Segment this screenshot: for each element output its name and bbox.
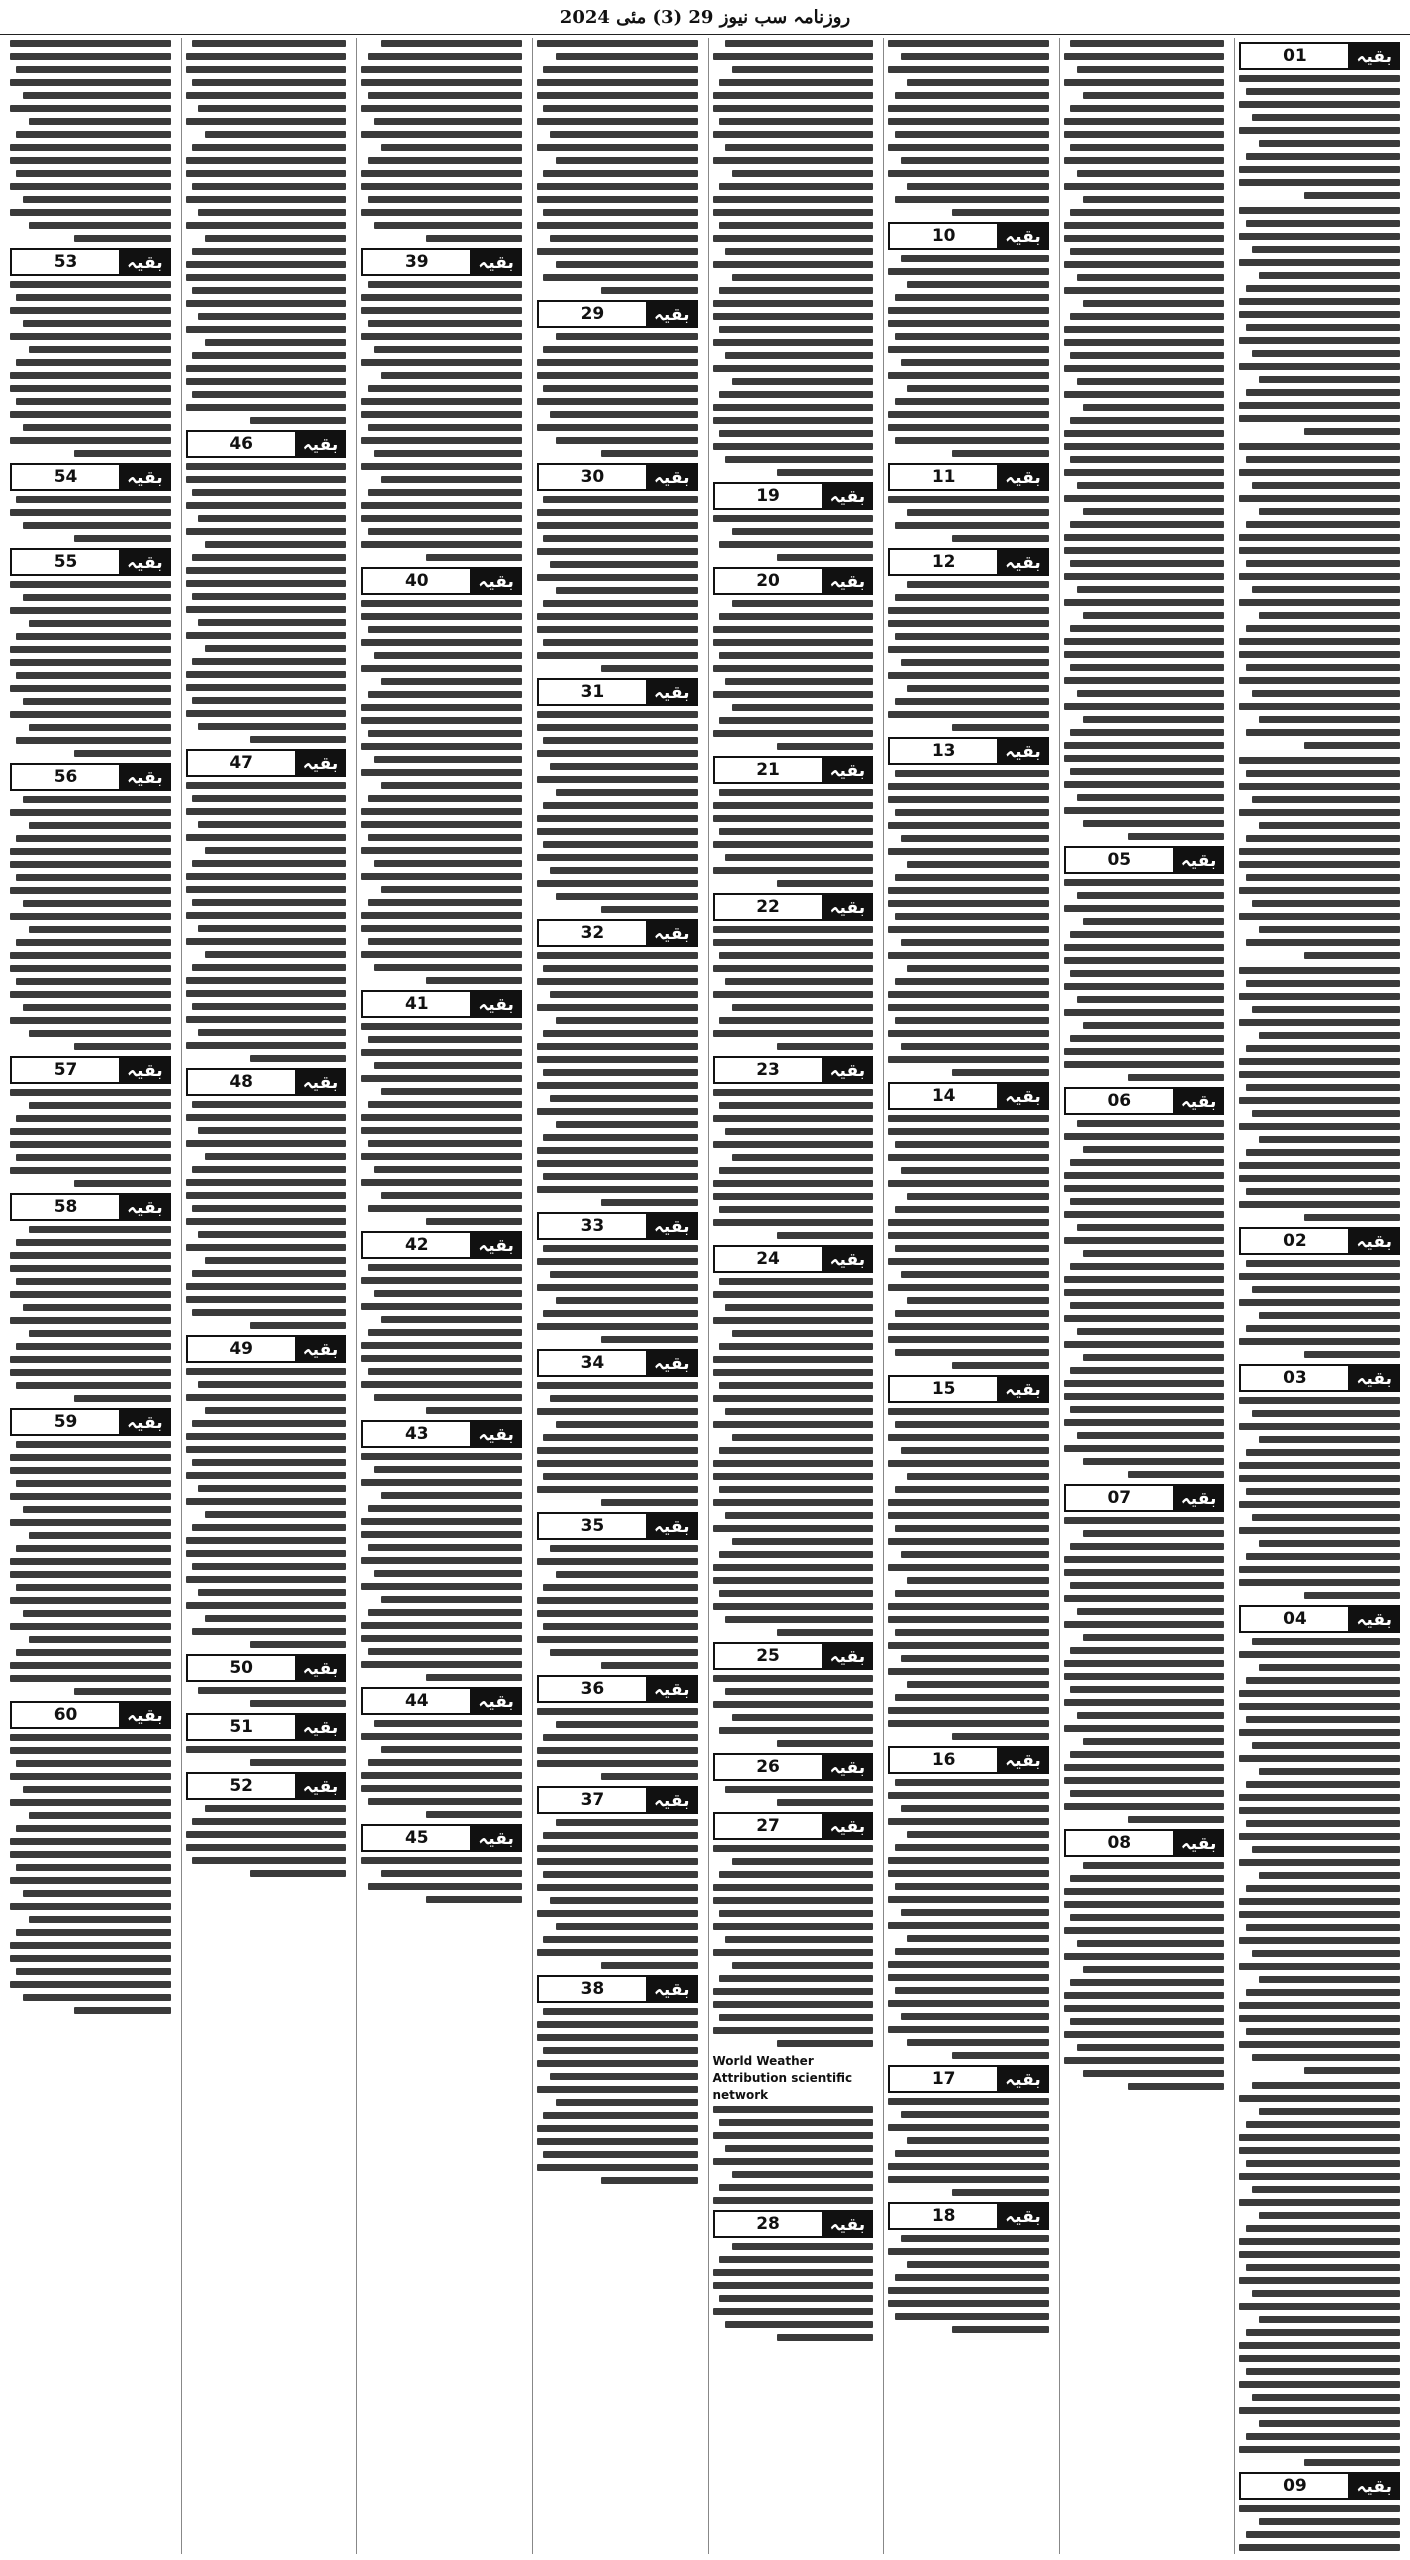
continuation-number: 59: [10, 1408, 119, 1436]
continuation-tag: [888, 548, 1049, 576]
continuation-word: بقیہ: [646, 1675, 698, 1703]
news-column: [181, 38, 351, 2554]
continuation-word: بقیہ: [295, 1654, 347, 1682]
continuation-word: بقیہ: [822, 756, 874, 784]
article-text: [537, 38, 698, 296]
continuation-number: 35: [537, 1512, 646, 1540]
article-text: [10, 1439, 171, 1697]
continuation-number: 05: [1064, 846, 1173, 874]
article-text: [361, 279, 522, 563]
continuation-number: 50: [186, 1654, 295, 1682]
continuation-tag: [361, 567, 522, 595]
continuation-word: بقیہ: [295, 430, 347, 458]
continuation-number: 15: [888, 1375, 997, 1403]
continuation-tag: [186, 430, 347, 458]
continuation-word: بقیہ: [119, 248, 171, 276]
article-text: [361, 1855, 522, 1905]
continuation-number: 32: [537, 919, 646, 947]
continuation-word: بقیہ: [1173, 1829, 1225, 1857]
continuation-word: بقیہ: [295, 1772, 347, 1800]
continuation-tag: [537, 1349, 698, 1377]
news-column: [532, 38, 702, 2554]
continuation-word: بقیہ: [470, 1231, 522, 1259]
continuation-number: 26: [713, 1753, 822, 1781]
article-text: [10, 579, 171, 759]
article-text: [361, 1021, 522, 1227]
article-text: [186, 38, 347, 426]
article-text: [10, 1087, 171, 1189]
continuation-word: بقیہ: [822, 1812, 874, 1840]
article-text: [10, 38, 171, 244]
continuation-word: بقیہ: [646, 1975, 698, 2003]
continuation-number: 36: [537, 1675, 646, 1703]
continuation-word: بقیہ: [822, 1642, 874, 1670]
continuation-number: 02: [1239, 1227, 1348, 1255]
continuation-number: 30: [537, 463, 646, 491]
continuation-number: 53: [10, 248, 119, 276]
continuation-word: بقیہ: [822, 1245, 874, 1273]
continuation-number: 31: [537, 678, 646, 706]
article-text: [537, 1380, 698, 1508]
article-text: [537, 709, 698, 915]
continuation-tag: [186, 1713, 347, 1741]
continuation-tag: [888, 1375, 1049, 1403]
article-text: [1064, 1860, 1225, 2092]
news-column: [1059, 38, 1229, 2554]
continuation-word: بقیہ: [997, 548, 1049, 576]
continuation-word: بقیہ: [295, 1713, 347, 1741]
continuation-word: بقیہ: [295, 749, 347, 777]
continuation-tag: [186, 1068, 347, 1096]
continuation-word: بقیہ: [470, 1420, 522, 1448]
article-text: [10, 794, 171, 1052]
continuation-number: 56: [10, 763, 119, 791]
continuation-number: 60: [10, 1701, 119, 1729]
article-text: [713, 2241, 874, 2343]
article-text: [1239, 1258, 1400, 1360]
continuation-word: بقیہ: [646, 463, 698, 491]
article-text: [888, 2096, 1049, 2198]
continuation-number: 33: [537, 1212, 646, 1240]
article-text: [537, 1817, 698, 1971]
continuation-tag: [713, 1245, 874, 1273]
continuation-number: 07: [1064, 1484, 1173, 1512]
continuation-tag: [10, 1408, 171, 1436]
continuation-word: بقیہ: [646, 300, 698, 328]
continuation-word: بقیہ: [470, 248, 522, 276]
article-text: [1239, 755, 1400, 961]
continuation-tag: [186, 749, 347, 777]
continuation-number: 25: [713, 1642, 822, 1670]
continuation-tag: [10, 548, 171, 576]
continuation-number: 19: [713, 482, 822, 510]
article-text: [537, 950, 698, 1208]
article-text: [1239, 205, 1400, 437]
continuation-word: بقیہ: [295, 1335, 347, 1363]
article-text: [1064, 38, 1225, 842]
article-text: [888, 1113, 1049, 1371]
continuation-word: بقیہ: [822, 1056, 874, 1084]
continuation-number: 42: [361, 1231, 470, 1259]
article-text: [888, 579, 1049, 733]
continuation-word: بقیہ: [1173, 1087, 1225, 1115]
article-text: [361, 598, 522, 986]
continuation-word: بقیہ: [822, 1753, 874, 1781]
continuation-word: بقیہ: [119, 1408, 171, 1436]
continuation-number: 12: [888, 548, 997, 576]
continuation-number: 57: [10, 1056, 119, 1084]
article-text: [888, 1406, 1049, 1742]
continuation-number: 44: [361, 1687, 470, 1715]
continuation-word: بقیہ: [1348, 1364, 1400, 1392]
continuation-tag: [713, 756, 874, 784]
article-text: [537, 1706, 698, 1782]
article-text: [888, 253, 1049, 459]
continuation-word: بقیہ: [822, 2210, 874, 2238]
article-text: [713, 1087, 874, 1241]
article-text: [1064, 1515, 1225, 1825]
continuation-tag: [186, 1335, 347, 1363]
continuation-number: 03: [1239, 1364, 1348, 1392]
continuation-number: 47: [186, 749, 295, 777]
continuation-number: 41: [361, 990, 470, 1018]
page-columns: [6, 38, 1404, 2554]
continuation-tag: [10, 1701, 171, 1729]
continuation-number: 20: [713, 567, 822, 595]
article-text: [1239, 73, 1400, 201]
continuation-number: 11: [888, 463, 997, 491]
continuation-word: بقیہ: [470, 1824, 522, 1852]
news-column: [883, 38, 1053, 2554]
continuation-tag: [888, 1082, 1049, 1110]
continuation-tag: [713, 1753, 874, 1781]
article-text: [186, 1099, 347, 1331]
article-text: [1239, 2080, 1400, 2468]
continuation-word: بقیہ: [822, 567, 874, 595]
continuation-number: 27: [713, 1812, 822, 1840]
continuation-tag: [1239, 2472, 1400, 2500]
article-text: [186, 1803, 347, 1879]
continuation-tag: [537, 300, 698, 328]
article-text: [888, 2233, 1049, 2335]
article-text: [10, 494, 171, 544]
article-text: [713, 1843, 874, 2049]
continuation-number: 51: [186, 1713, 295, 1741]
continuation-number: 54: [10, 463, 119, 491]
continuation-number: 06: [1064, 1087, 1173, 1115]
latin-text: World Weather Attribution scientific network: [712, 2054, 853, 2102]
continuation-word: بقیہ: [997, 463, 1049, 491]
continuation-tag: [537, 678, 698, 706]
article-text: [1239, 1395, 1400, 1601]
article-text: [186, 780, 347, 1064]
article-text: [361, 1451, 522, 1683]
continuation-word: بقیہ: [295, 1068, 347, 1096]
continuation-tag: [361, 990, 522, 1018]
article-text: [888, 768, 1049, 1078]
news-column: [708, 38, 878, 2554]
article-text: [361, 1262, 522, 1416]
continuation-tag: [713, 1056, 874, 1084]
continuation-number: 22: [713, 893, 822, 921]
continuation-tag: [888, 222, 1049, 250]
continuation-number: 38: [537, 1975, 646, 2003]
continuation-word: بقیہ: [470, 567, 522, 595]
continuation-number: 09: [1239, 2472, 1348, 2500]
continuation-tag: [361, 1824, 522, 1852]
continuation-word: بقیہ: [1348, 2472, 1400, 2500]
continuation-tag: [713, 1642, 874, 1670]
article-text: [186, 461, 347, 745]
continuation-tag: [361, 1420, 522, 1448]
continuation-word: بقیہ: [119, 1056, 171, 1084]
continuation-number: 04: [1239, 1605, 1348, 1633]
continuation-word: بقیہ: [119, 1193, 171, 1221]
continuation-tag: [888, 737, 1049, 765]
continuation-tag: [713, 1812, 874, 1840]
article-text: [186, 1744, 347, 1768]
article-text: [186, 1366, 347, 1650]
continuation-word: بقیہ: [997, 1375, 1049, 1403]
continuation-number: 14: [888, 1082, 997, 1110]
continuation-tag: [10, 763, 171, 791]
article-text: [1239, 965, 1400, 1223]
continuation-number: 40: [361, 567, 470, 595]
masthead: روزنامہ سب نیوز 29 (3) مئی 2024: [0, 0, 1410, 35]
article-text: [537, 1543, 698, 1671]
continuation-tag: [713, 567, 874, 595]
continuation-number: 10: [888, 222, 997, 250]
continuation-number: 52: [186, 1772, 295, 1800]
continuation-number: 48: [186, 1068, 295, 1096]
continuation-word: بقیہ: [470, 1687, 522, 1715]
news-column: [6, 38, 175, 2554]
continuation-number: 58: [10, 1193, 119, 1221]
article-text: [537, 1243, 698, 1345]
continuation-number: 21: [713, 756, 822, 784]
continuation-number: 13: [888, 737, 997, 765]
continuation-tag: [361, 1687, 522, 1715]
article-text: [1239, 441, 1400, 751]
continuation-word: بقیہ: [119, 1701, 171, 1729]
continuation-tag: [1064, 846, 1225, 874]
article-text: [10, 1732, 171, 2016]
continuation-tag: [10, 1056, 171, 1084]
continuation-tag: [888, 1746, 1049, 1774]
continuation-word: بقیہ: [119, 463, 171, 491]
continuation-tag: [537, 1512, 698, 1540]
article-text: [713, 2104, 874, 2206]
continuation-tag: [537, 1786, 698, 1814]
continuation-tag: [1239, 1605, 1400, 1633]
continuation-word: بقیہ: [997, 737, 1049, 765]
continuation-tag: [713, 482, 874, 510]
article-text: [1064, 1118, 1225, 1480]
continuation-number: 18: [888, 2202, 997, 2230]
article-text: [888, 38, 1049, 218]
continuation-tag: [888, 463, 1049, 491]
news-column: [1234, 38, 1404, 2554]
continuation-number: 39: [361, 248, 470, 276]
article-text: [186, 1685, 347, 1709]
article-text: [713, 787, 874, 889]
continuation-number: 28: [713, 2210, 822, 2238]
article-text: [537, 494, 698, 674]
article-text: [713, 1276, 874, 1638]
continuation-tag: [888, 2202, 1049, 2230]
continuation-word: بقیہ: [470, 990, 522, 1018]
article-text: [713, 924, 874, 1052]
continuation-tag: [1064, 1087, 1225, 1115]
continuation-word: بقیہ: [1348, 42, 1400, 70]
continuation-tag: [1239, 1364, 1400, 1392]
continuation-tag: [186, 1772, 347, 1800]
continuation-tag: [537, 1212, 698, 1240]
article-text: [888, 494, 1049, 544]
continuation-word: بقیہ: [822, 482, 874, 510]
continuation-word: بقیہ: [997, 2065, 1049, 2093]
continuation-number: 46: [186, 430, 295, 458]
continuation-word: بقیہ: [997, 222, 1049, 250]
article-text: [361, 38, 522, 244]
article-text: [10, 279, 171, 459]
continuation-tag: [537, 919, 698, 947]
news-column: [356, 38, 526, 2554]
continuation-word: بقیہ: [646, 1349, 698, 1377]
continuation-word: بقیہ: [1348, 1605, 1400, 1633]
continuation-number: 55: [10, 548, 119, 576]
continuation-tag: [537, 463, 698, 491]
continuation-tag: [186, 1654, 347, 1682]
continuation-tag: [888, 2065, 1049, 2093]
continuation-number: 34: [537, 1349, 646, 1377]
article-text: [537, 331, 698, 459]
article-text: [713, 38, 874, 478]
continuation-word: بقیہ: [646, 1212, 698, 1240]
continuation-tag: [361, 1231, 522, 1259]
article-text: [361, 1718, 522, 1820]
continuation-word: بقیہ: [1173, 1484, 1225, 1512]
continuation-tag: [361, 248, 522, 276]
continuation-tag: [1064, 1829, 1225, 1857]
article-text: [537, 2006, 698, 2186]
continuation-word: بقیہ: [1348, 1227, 1400, 1255]
continuation-tag: [713, 893, 874, 921]
article-text: [713, 598, 874, 752]
continuation-tag: [10, 1193, 171, 1221]
continuation-tag: [713, 2210, 874, 2238]
continuation-word: بقیہ: [646, 1512, 698, 1540]
continuation-word: بقیہ: [822, 893, 874, 921]
continuation-word: بقیہ: [997, 1746, 1049, 1774]
continuation-number: 17: [888, 2065, 997, 2093]
continuation-word: بقیہ: [646, 678, 698, 706]
continuation-tag: [537, 1975, 698, 2003]
continuation-number: 29: [537, 300, 646, 328]
article-text: [1239, 2503, 1400, 2554]
continuation-word: بقیہ: [119, 763, 171, 791]
continuation-number: 16: [888, 1746, 997, 1774]
continuation-tag: [10, 463, 171, 491]
continuation-word: بقیہ: [119, 548, 171, 576]
continuation-number: 08: [1064, 1829, 1173, 1857]
continuation-number: 45: [361, 1824, 470, 1852]
article-text: [713, 1784, 874, 1808]
continuation-word: بقیہ: [646, 1786, 698, 1814]
article-text: [713, 513, 874, 563]
continuation-tag: [1064, 1484, 1225, 1512]
continuation-number: 43: [361, 1420, 470, 1448]
continuation-number: 23: [713, 1056, 822, 1084]
continuation-word: بقیہ: [997, 2202, 1049, 2230]
article-text: [713, 1673, 874, 1749]
continuation-tag: [1239, 1227, 1400, 1255]
continuation-number: 37: [537, 1786, 646, 1814]
continuation-number: 01: [1239, 42, 1348, 70]
article-text: [1239, 1636, 1400, 2076]
article-text: [10, 1224, 171, 1404]
continuation-word: بقیہ: [997, 1082, 1049, 1110]
continuation-number: 49: [186, 1335, 295, 1363]
article-text: [888, 1777, 1049, 2061]
continuation-tag: [537, 1675, 698, 1703]
continuation-tag: [10, 248, 171, 276]
continuation-tag: [1239, 42, 1400, 70]
article-text: [1064, 877, 1225, 1083]
continuation-word: بقیہ: [1173, 846, 1225, 874]
continuation-number: 24: [713, 1245, 822, 1273]
continuation-word: بقیہ: [646, 919, 698, 947]
